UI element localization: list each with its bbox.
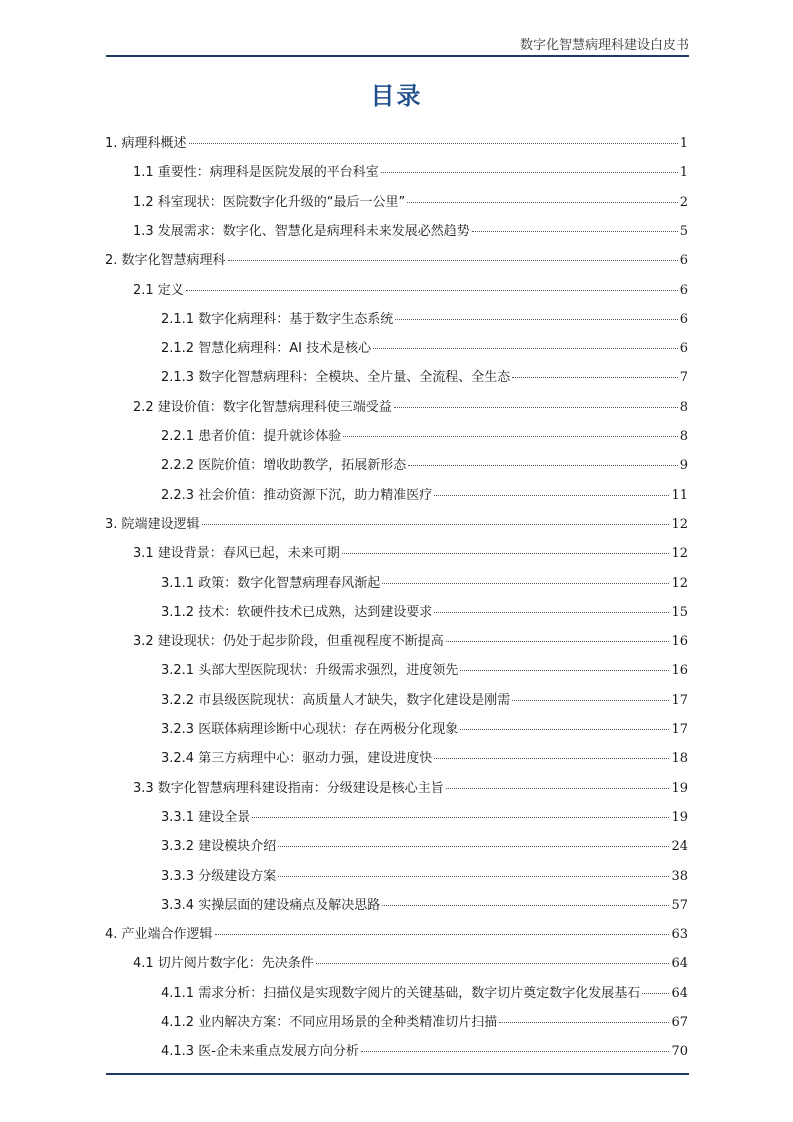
toc-entry-label: 2.2.1 患者价值：提升就诊体验 <box>161 429 342 444</box>
toc-dot-leader <box>642 993 669 994</box>
toc-entry[interactable] <box>161 749 688 769</box>
toc-entry-page-number: 57 <box>671 897 688 913</box>
toc-entry-page-number: 12 <box>671 575 688 591</box>
toc-entry-page-number: 19 <box>671 780 688 796</box>
toc-entry-label: 3.2 建设现状：仍处于起步阶段，但重视程度不断提高 <box>133 634 444 650</box>
toc-entry-page-number: 9 <box>679 458 688 474</box>
toc-entry[interactable] <box>161 661 688 681</box>
toc-entry[interactable] <box>105 134 688 154</box>
toc-entry[interactable] <box>161 1042 688 1062</box>
toc-dot-leader <box>434 758 669 759</box>
toc-dot-leader <box>202 524 670 525</box>
toc-entry-page-number: 6 <box>679 253 688 269</box>
toc-entry[interactable] <box>161 691 688 711</box>
toc-entry-label: 1.3 发展需求：数字化、智慧化是病理科未来发展必然趋势 <box>133 223 470 239</box>
toc-entry[interactable] <box>133 632 688 652</box>
toc-entry-page-number: 19 <box>671 809 688 825</box>
toc-entry-page-number: 18 <box>671 751 688 767</box>
toc-entry-label: 2.2.2 医院价值：增收助教学，拓展新形态 <box>161 458 407 474</box>
toc-dot-leader <box>228 260 678 261</box>
toc-entry-page-number: 2 <box>679 194 688 210</box>
toc-dot-leader <box>460 670 669 671</box>
toc-dot-leader <box>472 231 678 232</box>
toc-entry-page-number: 6 <box>679 341 688 357</box>
toc-entry[interactable] <box>161 808 688 828</box>
toc-entry-label: 4.1.2 业内解决方案：不同应用场景的全种类精准切片扫描 <box>161 1015 498 1030</box>
toc-entry-label: 3.2.1 头部大型医院现状：升级需求强烈，进度领先 <box>161 663 459 679</box>
toc-entry-label: 3.1 建设背景：春风已起，未来可期 <box>133 546 340 562</box>
toc-dot-leader <box>382 583 669 584</box>
toc-dot-leader <box>189 143 678 144</box>
toc-dot-leader <box>460 729 669 730</box>
toc-entry[interactable] <box>133 544 688 564</box>
toc-entry-label: 2.1.2 智慧化病理科：AI 技术是核心 <box>161 341 372 357</box>
toc-entry[interactable] <box>133 163 688 183</box>
toc-entry[interactable] <box>161 574 688 594</box>
toc-entry-page-number: 64 <box>671 956 688 972</box>
toc-entry-label: 2.2.3 社会价值：推动资源下沉，助力精准医疗 <box>161 487 433 503</box>
toc-entry[interactable] <box>161 867 688 887</box>
toc-dot-leader <box>361 1051 670 1052</box>
toc-dot-leader <box>278 876 669 877</box>
toc-entry-page-number: 17 <box>671 722 688 737</box>
toc-entry-label: 2.1 定义 <box>133 282 184 298</box>
toc-entry[interactable] <box>133 222 688 242</box>
page-header-title: 数字化智慧病理科建设白皮书 <box>519 38 689 53</box>
toc-dot-leader <box>381 172 678 173</box>
toc-dot-leader <box>373 348 678 349</box>
toc-entry[interactable] <box>105 515 688 535</box>
toc-entry-page-number: 64 <box>671 985 688 1001</box>
toc-entry-page-number: 8 <box>679 429 688 444</box>
toc-entry-page-number: 15 <box>671 604 688 620</box>
toc-entry[interactable] <box>161 339 688 359</box>
toc-entry-label: 3.3.1 建设全景 <box>161 809 251 825</box>
toc-entry-label: 4.1.3 医-企未来重点发展方向分析 <box>161 1044 359 1060</box>
toc-entry[interactable] <box>133 954 688 974</box>
toc-entry-label: 3.3 数字化智慧病理科建设指南：分级建设是核心主旨 <box>133 780 444 796</box>
toc-dot-leader <box>407 202 677 203</box>
toc-dot-leader <box>434 495 669 496</box>
toc-entry[interactable] <box>133 779 688 799</box>
toc-entry-label: 4.1.1 需求分析：扫描仪是实现数字阅片的关键基础，数字切片奠定数字化发展基石 <box>161 985 641 1001</box>
toc-entry-label: 1.1 重要性：病理科是医院发展的平台科室 <box>133 165 379 181</box>
toc-dot-leader <box>446 788 670 789</box>
toc-entry-label: 4. 产业端合作逻辑 <box>105 927 213 943</box>
toc-entry[interactable] <box>133 193 688 213</box>
toc-entry-page-number: 1 <box>679 136 688 151</box>
toc-entry[interactable] <box>161 720 688 740</box>
header-rule <box>106 55 689 57</box>
toc-entry-label: 2.2 建设价值：数字化智慧病理科使三端受益 <box>133 399 392 415</box>
toc-entry[interactable] <box>105 925 688 945</box>
toc-entry-page-number: 1 <box>679 165 688 181</box>
toc-dot-leader <box>186 290 678 291</box>
toc-entry-page-number: 38 <box>671 868 688 884</box>
toc-entry[interactable] <box>161 486 688 506</box>
toc-entry-label: 3. 院端建设逻辑 <box>105 516 200 532</box>
toc-entry[interactable] <box>161 896 688 916</box>
toc-dot-leader <box>434 612 669 613</box>
toc-dot-leader <box>499 1022 669 1023</box>
toc-entry[interactable] <box>133 398 688 418</box>
toc-dot-leader <box>408 465 678 466</box>
toc-entry-label: 3.3.2 建设模块介绍 <box>161 839 277 855</box>
toc-dot-leader <box>316 963 670 964</box>
toc-dot-leader <box>446 641 670 642</box>
toc-entry[interactable] <box>161 456 688 476</box>
toc-entry-page-number: 11 <box>671 487 688 503</box>
toc-entry-page-number: 16 <box>671 663 688 679</box>
toc-dot-leader <box>395 319 678 320</box>
toc-entry-page-number: 6 <box>679 282 688 298</box>
toc-dot-leader <box>382 905 669 906</box>
toc-entry-label: 2. 数字化智慧病理科 <box>105 253 226 269</box>
toc-entry-page-number: 17 <box>671 692 688 708</box>
toc-entry-page-number: 6 <box>679 311 688 327</box>
toc-dot-leader <box>252 817 669 818</box>
toc-entry-page-number: 67 <box>671 1015 688 1030</box>
toc-entry-page-number: 24 <box>671 839 688 855</box>
toc-entry[interactable] <box>161 984 688 1004</box>
toc-entry-page-number: 7 <box>679 370 688 386</box>
toc-dot-leader <box>278 846 669 847</box>
toc-entry[interactable] <box>105 251 688 271</box>
toc-entry[interactable] <box>161 603 688 623</box>
toc-heading: 目录 <box>370 82 423 110</box>
toc-entry[interactable] <box>161 310 688 330</box>
toc-entry-label: 3.2.2 市县级医院现状：高质量人才缺失，数字化建设是刚需 <box>161 692 511 708</box>
toc-dot-leader <box>394 407 678 408</box>
toc-entry-label: 3.1.1 政策：数字化智慧病理春风渐起 <box>161 575 381 591</box>
toc-dot-leader <box>215 934 670 935</box>
toc-dot-leader <box>512 377 678 378</box>
toc-entry-label: 1. 病理科概述 <box>105 136 187 151</box>
toc-entry-label: 3.1.2 技术：软硬件技术已成熟，达到建设要求 <box>161 604 433 620</box>
toc-entry-page-number: 70 <box>671 1044 688 1060</box>
toc-entry-page-number: 12 <box>671 546 688 562</box>
toc-entry[interactable] <box>161 427 688 447</box>
toc-entry-label: 3.3.3 分级建设方案 <box>161 868 277 884</box>
toc-dot-leader <box>342 553 670 554</box>
footer-rule <box>106 1073 689 1075</box>
toc-entry[interactable] <box>161 1013 688 1033</box>
toc-dot-leader <box>343 436 678 437</box>
toc-entry-page-number: 63 <box>671 927 688 943</box>
toc-entry-label: 2.1.3 数字化智慧病理科：全模块、全片量、全流程、全生态 <box>161 370 511 386</box>
toc-entry-label: 4.1 切片阅片数字化：先决条件 <box>133 956 314 972</box>
toc-entry[interactable] <box>133 281 688 301</box>
toc-entry-label: 1.2 科室现状：医院数字化升级的“最后一公里” <box>133 194 406 210</box>
toc-entry-label: 3.2.3 医联体病理诊断中心现状：存在两极分化现象 <box>161 722 459 737</box>
toc-entry-label: 3.2.4 第三方病理中心：驱动力强，建设进度快 <box>161 751 433 767</box>
toc-entry[interactable] <box>161 837 688 857</box>
toc-entry[interactable] <box>161 368 688 388</box>
toc-entry-page-number: 12 <box>671 516 688 532</box>
toc-entry-page-number: 8 <box>679 399 688 415</box>
toc-entry-page-number: 16 <box>671 634 688 650</box>
toc-entry-page-number: 5 <box>679 223 688 239</box>
toc-dot-leader <box>512 700 669 701</box>
toc-entry-label: 2.1.1 数字化病理科：基于数字生态系统 <box>161 311 394 327</box>
toc-entry-label: 3.3.4 实操层面的建设痛点及解决思路 <box>161 897 381 913</box>
